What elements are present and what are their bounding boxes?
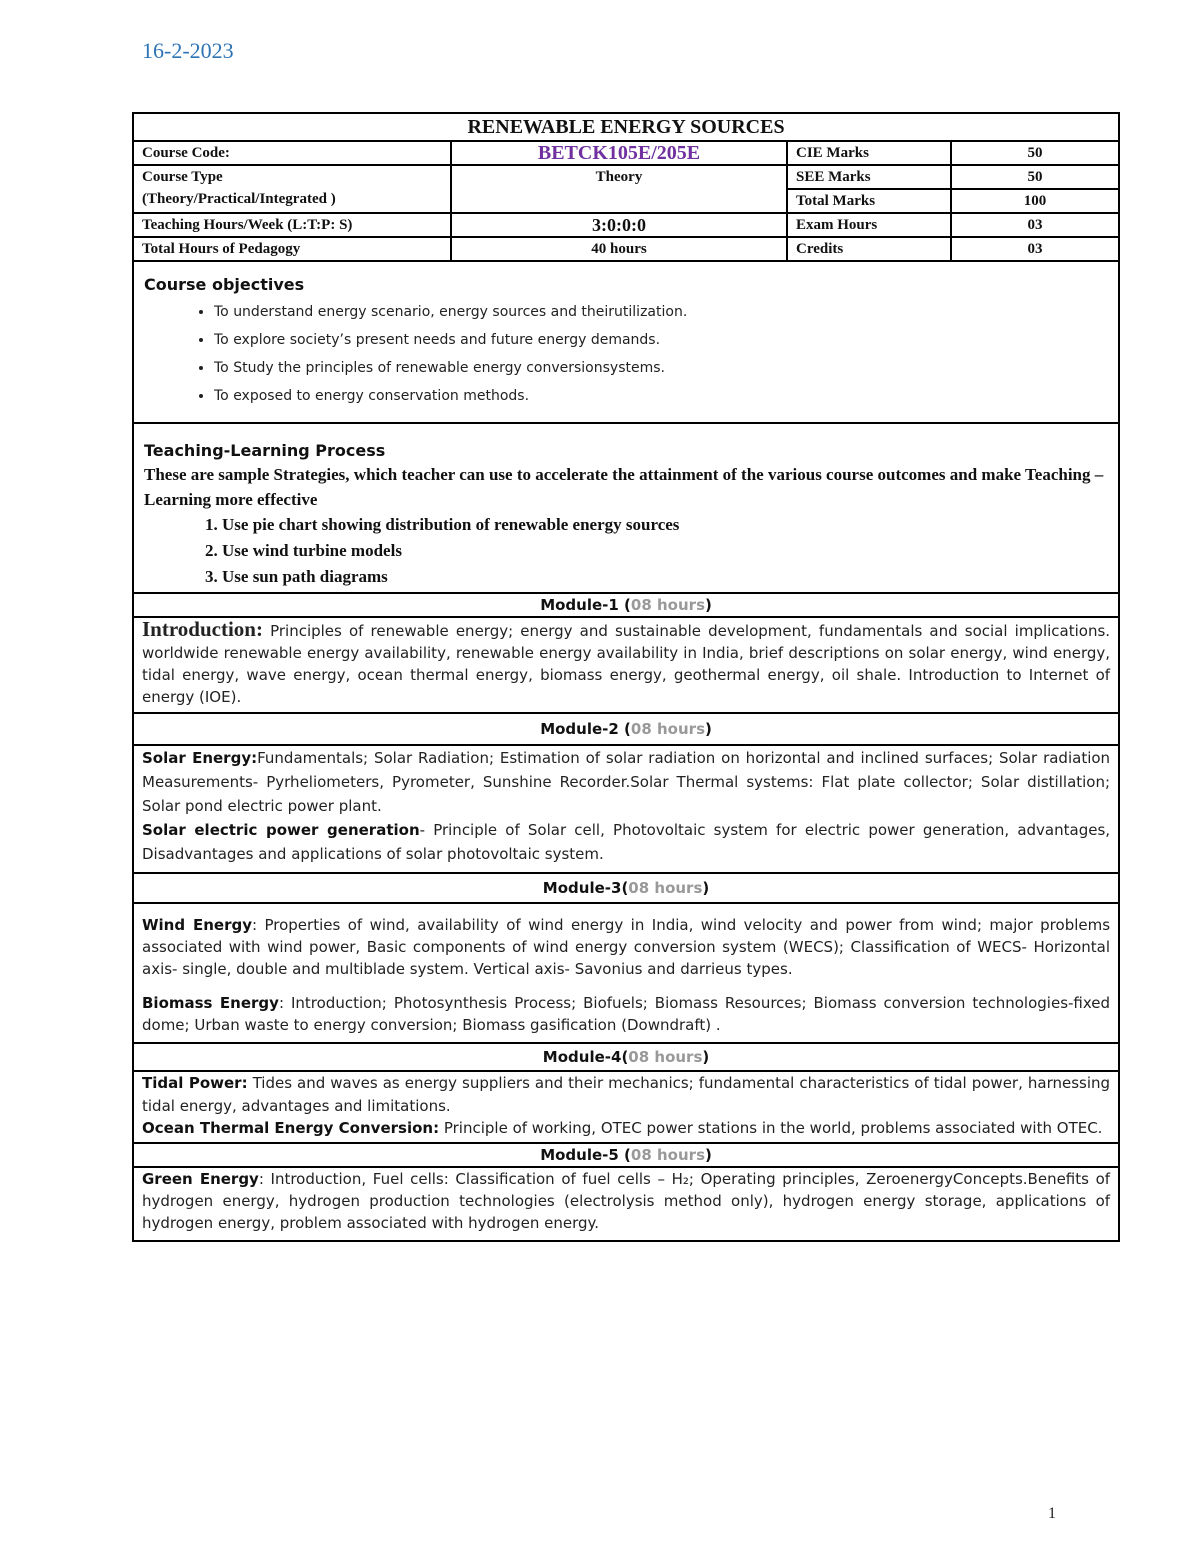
module-topic-text: : Properties of wind, availability of wind energy in India, wind velocity and power from wind; major problems associated with wind power, Basic components of wind energy conversion system (WECS); Classification of WECS- Horizontal axis- single, double and multiblade system. Vertical axis- Savonius and darrieus types. <box>142 916 1111 978</box>
strategy-item: 1. Use pie chart showing distribution of renewable energy sources <box>222 512 1108 538</box>
objective-item: • To understand energy scenario, energy sources and theirutilization. <box>214 298 1108 326</box>
module-bracket: ( <box>621 1048 629 1066</box>
course-objectives-list <box>144 298 1108 410</box>
module-label: Module-3 <box>542 879 622 897</box>
course-type-label <box>133 165 451 213</box>
module-topic-text: Tides and waves as energy suppliers and their mechanics; fundamental characteristics of tidal power, harnessing tidal energy, advantages and limitations. <box>142 1074 1111 1115</box>
teaching-hours-label: Teaching Hours/Week (L:T:P: S) <box>133 213 451 237</box>
module-topic-text: Principles of renewable energy; energy and sustainable development, fundamentals and social implications. worldwide renewable energy availability, renewable energy availability in India, brief descriptions on solar energy, wind energy, tidal energy, wave energy, ocean thermal energy, biomass energy, geothermal energy, oil shale. Introduction to Internet of energy (IOE). <box>142 622 1111 706</box>
see-marks-value: 50 <box>951 165 1119 189</box>
module-topic-text: Fundamentals; Solar Radiation; Estimation of solar radiation on horizontal and inclined surfaces; Solar radiation Measurements- Pyrheliometers, Pyrometer, Sunshine Recorder.Solar Thermal systems: Flat plate collector; Solar distillation; Solar pond electric power plant. <box>142 749 1111 815</box>
credits-value: 03 <box>951 237 1119 261</box>
exam-hours-value: 03 <box>951 213 1119 237</box>
module-topic-heading: Biomass Energy <box>142 994 279 1012</box>
module-topic-heading: Ocean Thermal Energy Conversion: <box>142 1119 440 1137</box>
document-date: 16-2-2023 <box>142 38 234 63</box>
course-type-label-line1: Course Type <box>142 169 223 185</box>
module-hours: 08 hours <box>630 596 705 614</box>
total-marks-label: Total Marks <box>787 189 951 213</box>
module-topic-text: - Principle of Solar cell, Photovoltaic system for electric power generation, advantages, Disadvantages and applications of solar photovoltaic system. <box>142 821 1111 863</box>
teaching-learning-title: Teaching-Learning Process <box>144 441 386 460</box>
syllabus-table <box>132 112 1120 1242</box>
module-2-header <box>133 713 1119 745</box>
module-hours: 08 hours <box>628 879 703 897</box>
course-code-label: Course Code: <box>133 141 451 165</box>
course-objectives-title: Course objectives <box>144 275 305 294</box>
strategy-item: 2. Use wind turbine models <box>222 538 1108 564</box>
module-topic-heading: Solar Energy: <box>142 749 258 767</box>
module-topic-heading: Tidal Power: <box>142 1074 248 1092</box>
see-marks-label: SEE Marks <box>787 165 951 189</box>
module-4-content <box>133 1071 1119 1143</box>
module-topic-text: Principle of working, OTEC power stations in the world, problems associated with OTEC. <box>439 1119 1103 1137</box>
module-topic-text: : Introduction; Photosynthesis Process; Biofuels; Biomass Resources; Biomass conversion technologies-fixed dome; Urban waste to energy conversion; Biomass gasification (Downdraft) . <box>142 994 1111 1034</box>
pedagogy-hours-label: Total Hours of Pedagogy <box>133 237 451 261</box>
teaching-learning-section <box>133 423 1119 593</box>
module-bracket: ) <box>705 720 712 738</box>
module-topic-text: : Introduction, Fuel cells: Classification of fuel cells – H₂; Operating principles, ZeroenergyConcepts.Benefits of hydrogen energy, hydrogen production technologies (electrolysis method only), hydrogen energy storage, applications of hydrogen energy, problem associated with hydrogen energy. <box>142 1169 1111 1232</box>
teaching-learning-list <box>144 512 1108 590</box>
module-bracket: ) <box>702 1048 710 1066</box>
page-number: 1 <box>1048 1505 1056 1522</box>
module-1-content <box>133 617 1119 713</box>
module-topic-heading: Introduction: <box>142 617 263 641</box>
module-paragraph <box>142 746 1110 818</box>
exam-hours-label: Exam Hours <box>787 213 951 237</box>
course-type-label-line2: (Theory/Practical/Integrated ) <box>142 191 336 207</box>
module-bracket: ) <box>705 596 712 614</box>
module-hours: 08 hours <box>628 1048 703 1066</box>
module-5-content <box>133 1167 1119 1241</box>
module-label: Module-2 <box>540 720 619 738</box>
module-label: Module-1 <box>540 596 619 614</box>
objective-item: • To Study the principles of renewable energy conversionsystems. <box>214 354 1108 382</box>
module-label: Module-4 <box>542 1048 622 1066</box>
module-paragraph <box>142 914 1110 980</box>
course-objectives-section <box>133 261 1119 423</box>
module-bracket: ( <box>618 596 631 614</box>
course-code-value: BETCK105E/205E <box>451 141 787 165</box>
module-4-header <box>133 1043 1119 1071</box>
teaching-learning-description: These are sample Strategies, which teacher can use to accelerate the attainment of the various course outcomes and make Teaching –Learning more effective <box>144 465 1104 509</box>
module-topic-heading: Wind Energy <box>142 916 252 934</box>
module-2-content <box>133 745 1119 873</box>
module-hours: 08 hours <box>630 720 705 738</box>
credits-label: Credits <box>787 237 951 261</box>
pedagogy-hours-value: 40 hours <box>451 237 787 261</box>
teaching-hours-value: 3:0:0:0 <box>451 213 787 237</box>
module-paragraph <box>142 818 1110 866</box>
cie-marks-label: CIE Marks <box>787 141 951 165</box>
course-type-value: Theory <box>451 165 787 213</box>
module-paragraph <box>142 992 1110 1036</box>
module-bracket: ( <box>618 1145 631 1164</box>
module-topic-heading: Solar electric power generation <box>142 821 420 839</box>
objective-item: • To explore society’s present needs and future energy demands. <box>214 326 1108 354</box>
module-label: Module-5 <box>540 1145 619 1164</box>
module-bracket: ( <box>621 879 629 897</box>
total-marks-value: 100 <box>951 189 1119 213</box>
module-topic-heading: Green Energy <box>142 1169 259 1188</box>
strategy-item: 3. Use sun path diagrams <box>222 564 1108 590</box>
module-1-header <box>133 593 1119 617</box>
module-5-header <box>133 1143 1119 1167</box>
objective-item: • To exposed to energy conservation methods. <box>214 382 1108 410</box>
module-bracket: ) <box>702 879 710 897</box>
module-bracket: ) <box>705 1145 712 1164</box>
course-title: RENEWABLE ENERGY SOURCES <box>133 113 1119 141</box>
cie-marks-value: 50 <box>951 141 1119 165</box>
module-bracket: ( <box>618 720 631 738</box>
module-3-header <box>133 873 1119 903</box>
module-paragraph <box>142 1072 1110 1117</box>
module-3-content <box>133 903 1119 1043</box>
module-paragraph <box>142 1117 1110 1140</box>
module-hours: 08 hours <box>630 1145 705 1164</box>
